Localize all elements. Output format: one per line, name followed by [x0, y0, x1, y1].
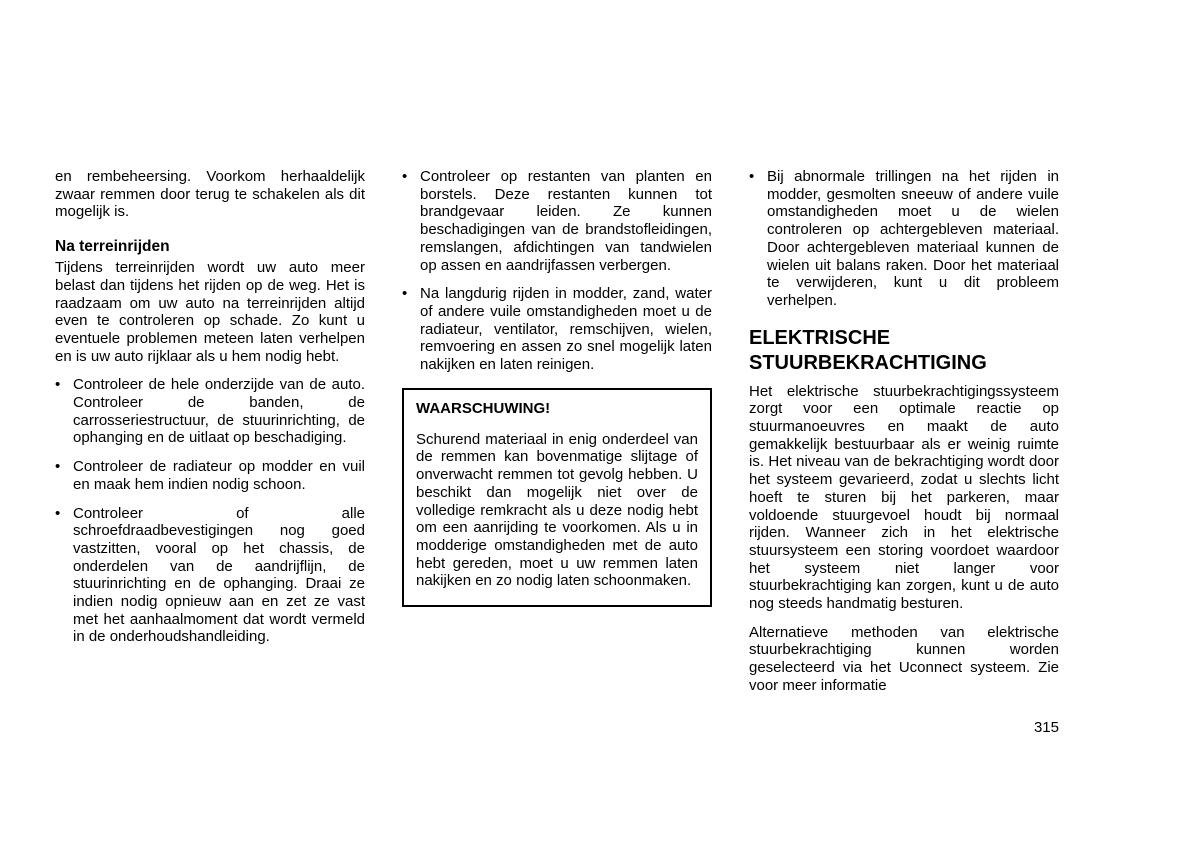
bullet-item — [402, 168, 712, 274]
page-columns — [55, 168, 1059, 736]
bullet-text: Controleer de hele onderzijde van de auto. Controleer de banden, de carrosseriestructuur, de stuurinrichting, de ophanging en de uitlaat op beschadiging. — [73, 376, 365, 447]
bullet-marker: • — [55, 376, 61, 394]
bullet-item — [402, 285, 712, 374]
section-heading-na-terreinrijden: Na terreinrijden — [55, 238, 170, 256]
bullet-marker: • — [55, 504, 61, 522]
bullet-marker: • — [55, 458, 61, 476]
warning-title: WAARSCHUWING! — [416, 399, 551, 417]
paragraph-terreinrijden: Tijdens terreinrijden wordt uw auto meer belast dan tijdens het rijden op de weg. Het is raadzaam om uw auto na terreinrijden altijd even te controleren op schade. Zo kunt u eventuele problemen meteen laten verhelpen en is uw auto rijklaar als u hem nodig hebt. — [55, 259, 365, 365]
bullet-text: Controleer op restanten van planten en borstels. Deze restanten kunnen tot brandgevaar leiden. Ze kunnen beschadigingen van de brandstofleidingen, remslangen, afdichtingen van tandwielen op assen en aandrijfassen verbergen. — [420, 168, 712, 274]
bullet-list-1 — [55, 376, 365, 646]
paragraph-intro: en rembeheersing. Voorkom herhaaldelijk zwaar remmen door terug te schakelen als dit mogelijk is. — [55, 168, 365, 221]
bullet-list-3 — [749, 168, 1059, 310]
bullet-list-2 — [402, 168, 712, 374]
bullet-text: Controleer de radiateur op modder en vuil en maak hem indien nodig schoon. — [73, 458, 365, 493]
bullet-marker: • — [402, 168, 408, 185]
bullet-text: Na langdurig rijden in modder, zand, water of andere vuile omstandigheden moet u de radiateur, ventilator, remschijven, wielen, remvoering en assen zo snel mogelijk laten nakijken en laten reinigen. — [420, 285, 712, 374]
paragraph-stuurbekrachtiging-2: Alternatieve methoden van elektrische stuurbekrachtiging kunnen worden geselecteerd via het Uconnect systeem. Zie voor meer informatie — [749, 623, 1059, 694]
bullet-marker: • — [402, 285, 408, 303]
bullet-text: Controleer of alle schroefdraadbevestigingen nog goed vastzitten, vooral op het chassis, de onderdelen van de aandrijflijn, de stuurinrichting en de ophanging. Draai ze indien nodig opnieuw aan en zet ze vast met het aanhaalmoment dat wordt vermeld in de onderhoudshandleiding. — [73, 504, 365, 646]
bullet-text: Bij abnormale trillingen na het rijden in modder, gesmolten sneeuw of andere vuile omstandigheden moet u de wielen controleren op achtergebleven materiaal. Door achtergebleven materiaal kunnen de wielen uit balans raken. Door het materiaal te verwijderen, kunt u dit probleem verhelpen. — [767, 168, 1059, 309]
bullet-item — [55, 458, 365, 493]
warning-body: Schurend materiaal in enig onderdeel van de remmen kan bovenmatige slijtage of onverwacht remmen tot gevolg hebben. U beschikt dan mogelijk niet over de volledige remkracht als u deze nodig hebt om een aanrijding te voorkomen. Als u in modderige omstandigheden met de auto hebt gereden, moet u uw remmen laten nakijken en zo nodig laten schoonmaken. — [416, 430, 698, 590]
bullet-marker: • — [749, 168, 755, 185]
paragraph-stuurbekrachtiging-1: Het elektrische stuurbekrachtigingssysteem zorgt voor een optimale reactie op stuurmanoeuvres en maakt de auto gemakkelijk bestuurbaar als er weinig ruimte is. Het niveau van de bekrachtiging wordt door het systeem gevarieerd, zodat u slechts licht hoeft te sturen bij het parkeren, maar voldoende stuurgevoel houdt bij normaal rijden. Wanneer zich in het elektrische stuursysteem een storing voordoet waardoor het systeem niet langer voor stuurbekrachtiging kan zorgen, kunt u de auto nog steeds handmatig besturen. — [749, 382, 1059, 613]
bullet-item — [55, 505, 365, 647]
section-heading-elektrische-stuurbekrachtiging: ELEKTRISCHE STUURBEKRACHTIGING — [749, 326, 987, 374]
text-column-1 — [55, 168, 365, 736]
page-number: 315 — [1033, 718, 1059, 736]
text-column-2 — [402, 168, 712, 736]
warning-box — [402, 388, 712, 607]
bullet-item — [55, 376, 365, 447]
bullet-item — [749, 168, 1059, 310]
text-column-3 — [749, 168, 1059, 736]
